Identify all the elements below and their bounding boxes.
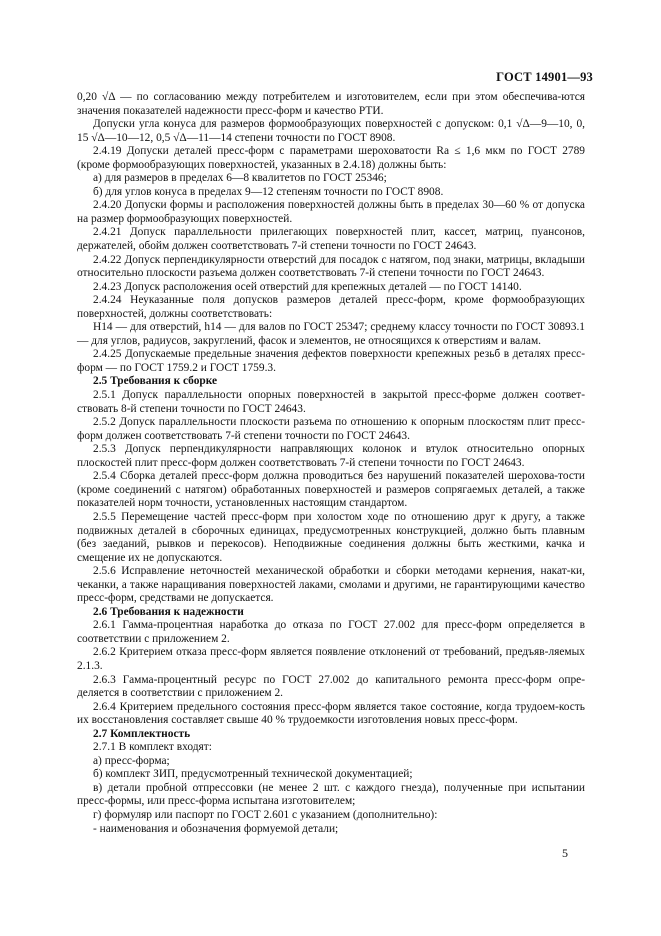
list-item: б) для углов конуса в пределах 9—12 степеням точности по ГОСТ 8908. [93, 185, 444, 198]
paragraph: 2.5.3 Допуск перпендикулярности направляющих колонок и втулок относительно опорных плоскостей плит пресс-форм должен соответствовать 7-й степени точности по ГОСТ 24643. [77, 443, 585, 469]
paragraph: 2.6.3 Гамма-процентный ресурс по ГОСТ 27.002 до капитального ремонта пресс-форм опре-деляется в соответствии с приложением 2. [77, 673, 585, 700]
paragraph: 2.6.4 Критерием предельного состояния пресс-форм является такое состояние, когда трудоем-кость их восстановления составляет свыше 40 % трудоемкости изготовления новых пресс-форм. [77, 700, 585, 727]
paragraph: 2.5.4 Сборка деталей пресс-форм должна проводиться без нарушений показателей шерохова-тости (кроме соединений с натягом) обработанных поверхностей и размеров сопрягаемых деталей, а также показателей норм точности, установленных настоящим стандартом. [77, 470, 585, 510]
section-heading: 2.7 Комплектность [93, 727, 191, 740]
list-item: б) комплект ЗИП, предусмотренный технической документацией; [93, 768, 413, 781]
paragraph: 2.5.1 Допуск параллельности опорных поверхностей в закрытой пресс-форме должен соответ-ствовать 8-й степени точности по ГОСТ 24643. [77, 389, 585, 415]
paragraph: 2.4.21 Допуск параллельности прилегающих поверхностей плит, кассет, матриц, пуансонов, держателей, обойм должен соответствовать 7-й степени точности по ГОСТ 24643. [77, 226, 585, 253]
standard-header: ГОСТ 14901—93 [496, 70, 593, 84]
paragraph: Н14 — для отверстий, h14 — для валов по ГОСТ 25347; среднему классу точности по ГОСТ 30893.1 — для углов, радиусов, закруглений, фасок и элементов, не относящихся к отверстиям и валам. [77, 321, 585, 347]
paragraph: 2.4.20 Допуски формы и расположения поверхностей должны быть в пределах 30—60 % от допуска на размер формообразующих поверхностей. [77, 199, 585, 225]
paragraph: 2.4.19 Допуски деталей пресс-форм с параметрами шероховатости Ra ≤ 1,6 мкм по ГОСТ 2789 (кроме формообразующих поверхностей, указанных в 2.4.18) должны быть: [77, 145, 585, 171]
paragraph: 2.4.23 Допуск расположения осей отверстий для крепежных деталей — по ГОСТ 14140. [93, 280, 522, 293]
page-number: 5 [562, 846, 568, 860]
list-item: - наименования и обозначения формуемой детали; [93, 822, 339, 835]
section-heading: 2.5 Требования к сборке [93, 375, 218, 388]
paragraph: Допуски угла конуса для размеров формообразующих поверхностей с допуском: 0,1 √Δ—9—10, 0, 15 √Δ—10—12, 0,5 √Δ—11—14 степени точности по ГОСТ 8908. [77, 118, 585, 144]
paragraph: 2.4.22 Допуск перпендикулярности отверстий для посадок с натягом, под знаки, матрицы, вкладыши относительно плоскости разъема должен соответствовать 7-й степени точности по ГОСТ 24643. [77, 253, 585, 280]
paragraph: 2.5.5 Перемещение частей пресс-форм при холостом ходе по отношению друг к другу, а также подвижных деталей в сборочных единицах, предусмотренных конструкцией, должно быть плавным (без заеданий, рывков и перекосов). Неподвижные соединения должны быть жесткими, качка и смещение их не допускаются. [77, 510, 585, 564]
paragraph: 2.5.2 Допуск параллельности плоскости разъема по отношению к опорным плоскостям плит пресс-форм должен соответствовать 7-й степени точности по ГОСТ 24643. [77, 416, 585, 442]
paragraph: 0,20 √Δ — по согласованию между потребителем и изготовителем, если при этом обеспечива-ются значения показателей надежности пресс-форм и качество РТИ. [77, 91, 585, 117]
document-body [77, 91, 585, 836]
list-item: а) пресс-форма; [93, 754, 170, 767]
paragraph: 2.4.25 Допускаемые предельные значения дефектов поверхности крепежных резьб в деталях пресс-форм — по ГОСТ 1759.2 и ГОСТ 1759.3. [77, 348, 585, 374]
paragraph: 2.6.2 Критерием отказа пресс-форм является появление отклонений от требований, предъяв-ляемых 2.1.3. [77, 646, 585, 672]
paragraph: 2.5.6 Исправление неточностей механической обработки и сборки методами кернения, накат-ки, чеканки, а также наращивания поверхностей лаками, смолами и другими, не гарантирующими качество пресс-форм, средствами не допускается. [77, 565, 585, 605]
paragraph: 2.6.1 Гамма-процентная наработка до отказа по ГОСТ 27.002 для пресс-форм определяется в соответствии с приложением 2. [77, 619, 585, 645]
list-item: г) формуляр или паспорт по ГОСТ 2.601 с указанием (дополнительно): [93, 808, 438, 821]
paragraph: 2.4.24 Неуказанные поля допусков размеров деталей пресс-форм, кроме формообразующих поверхностей, должны соответствовать: [77, 294, 585, 320]
list-item: в) детали пробной отпрессовки (не менее 2 шт. с каждого гнезда), полученные при испытании пресс-формы, или пресс-форма испытана изготовителем; [77, 781, 585, 808]
list-item: а) для размеров в пределах 6—8 квалитетов по ГОСТ 25346; [93, 172, 387, 185]
section-heading: 2.6 Требования к надежности [93, 605, 244, 618]
paragraph: 2.7.1 В комплект входят: [93, 741, 212, 754]
